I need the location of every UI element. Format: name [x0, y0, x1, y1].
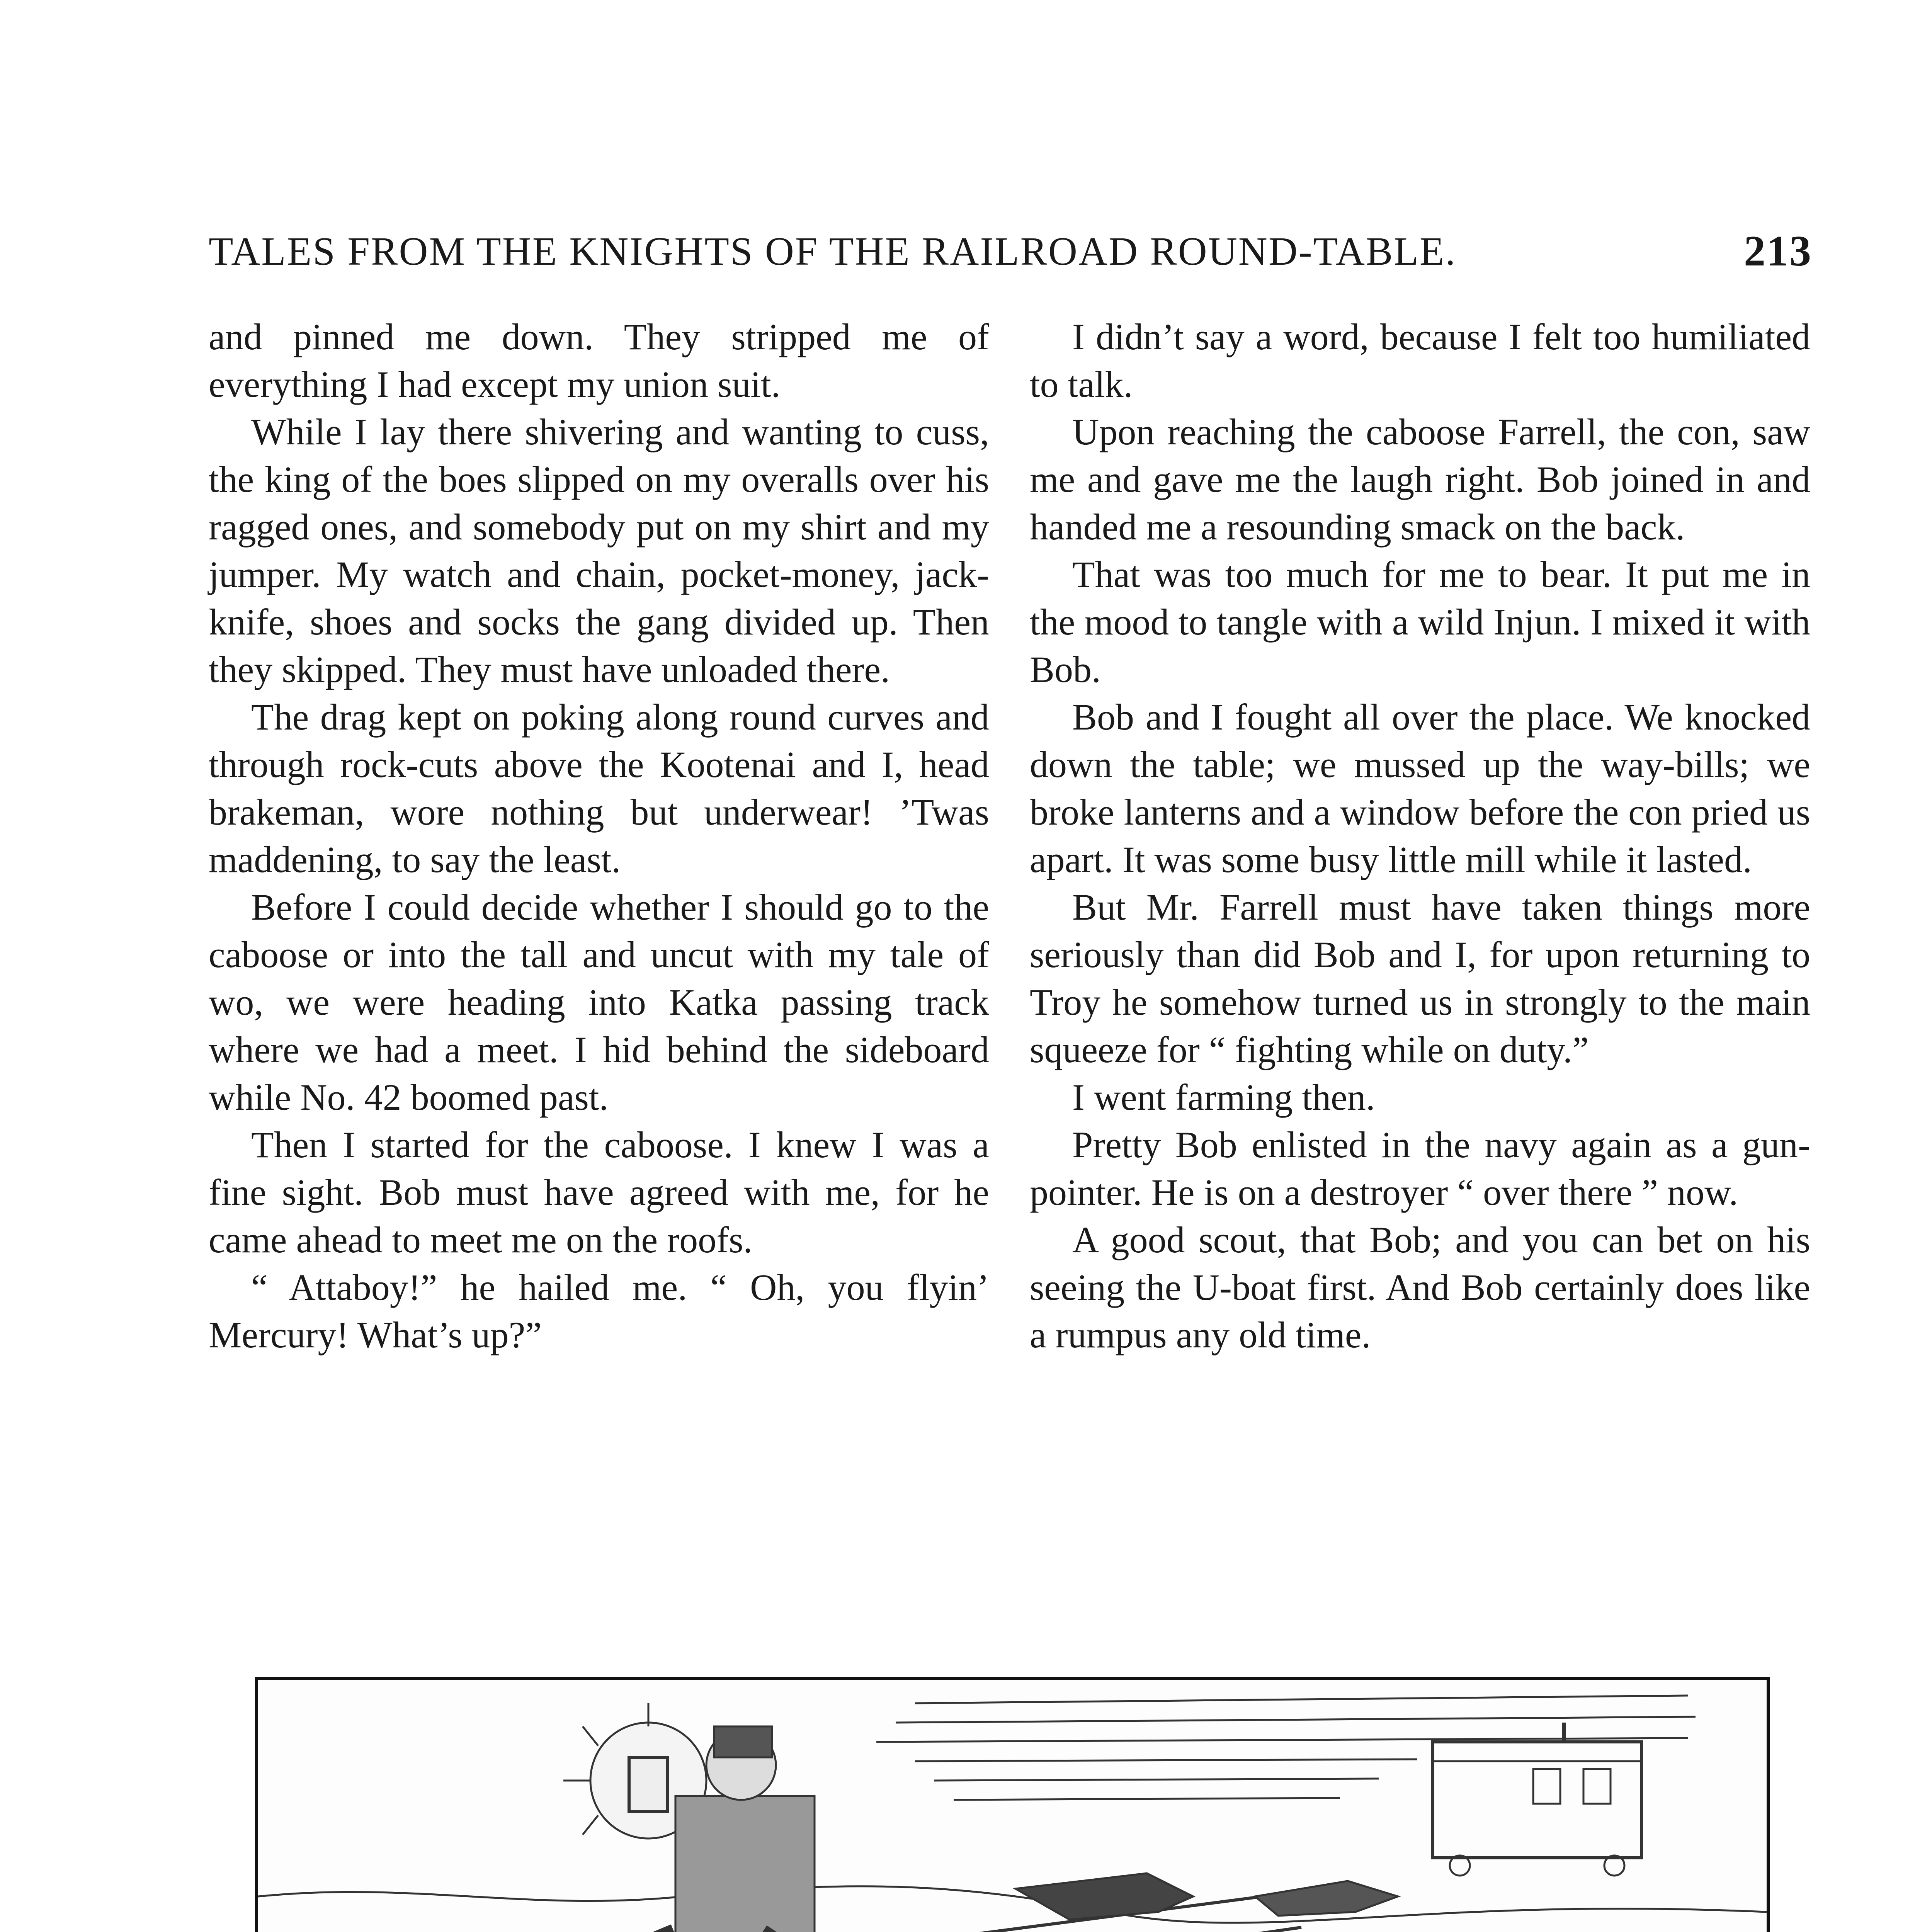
paragraph: and pinned me down. They stripped me of everything I had except my union suit.	[209, 316, 989, 405]
paragraph: I went farming then.	[1072, 1077, 1375, 1118]
paragraph: Upon reaching the caboose Farrell, the con, saw me and gave me the laugh right. Bob joined in and handed me a resounding smack on the back.	[1030, 411, 1810, 548]
paragraph: But Mr. Farrell must have taken things more seriously than did Bob and I, for upon returning to Troy he somehow turned us in strongly to the main squeeze for “ fighting while on duty.”	[1030, 886, 1810, 1070]
running-title: TALES FROM THE KNIGHTS OF THE RAILROAD ROUND-TABLE.	[209, 229, 1457, 274]
running-head	[209, 224, 1812, 278]
column-left-top	[209, 313, 989, 1359]
paragraph: The drag kept on poking along round curves and through rock-cuts above the Kootenai and I, head brakeman, wore nothing but underwear! ’Twas maddening, to say the least.	[209, 696, 989, 880]
paragraph: While I lay there shivering and wanting to cuss, the king of the boes slipped on my overalls over his ragged ones, and somebody put on my shirt and my jumper. My watch and chain, pocket-money, jack-knife, shoes and socks the gang divided up. Then they skipped. They must have unloaded there.	[209, 411, 989, 690]
paragraph: Then I started for the caboose. I knew I was a fine sight. Bob must have agreed with me, for he came ahead to meet me on the roofs.	[209, 1124, 989, 1260]
paragraph: That was too much for me to bear. It put me in the mood to tangle with a wild Injun. I mixed it with Bob.	[1030, 554, 1810, 690]
paragraph: Bob and I fought all over the place. We knocked down the table; we mussed up the way-bills; we broke lanterns and a window before the con pried us apart. It was some busy little mill while it lasted.	[1030, 696, 1810, 880]
page-number: 213	[1744, 227, 1812, 275]
paragraph: I didn’t say a word, because I felt too humiliated to talk.	[1030, 316, 1810, 405]
paragraph: A good scout, that Bob; and you can bet on his seeing the U-boat first. And Bob certainly does like a rumpus any old time.	[1030, 1219, 1810, 1355]
illustration-drawing	[258, 1680, 1767, 1932]
column-right-top	[1030, 313, 1810, 1359]
paragraph: Before I could decide whether I should go to the caboose or into the tall and uncut with my tale of wo, we were heading into Katka passing track where we had a meet. I hid behind the sideboard while No. 42 boomed past.	[209, 886, 989, 1118]
story-illustration	[255, 1677, 1770, 1932]
paragraph: “ Attaboy!” he hailed me. “ Oh, you flyin’ Mercury! What’s up?”	[209, 1267, 989, 1355]
paragraph: Pretty Bob enlisted in the navy again as a gun-pointer. He is on a destroyer “ over there ” now.	[1030, 1124, 1810, 1213]
